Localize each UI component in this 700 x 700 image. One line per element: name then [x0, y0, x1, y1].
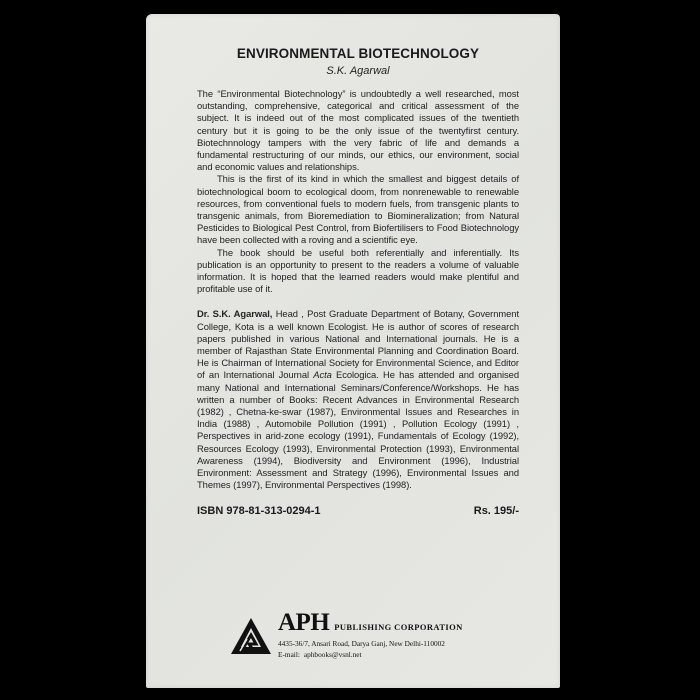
blurb-paragraph-1: The “Environmental Biotechnology” is undoubtedly a well researched, most outstanding, comprehensive, categorical and critical assessment of the subject. It is indeed out of the most complicated issues of the twentieth century but it is going to be the only issue of the twentyfirst century. Biotechnnology tampers with the very fabric of life and demands a fundamental restructuring of our minds, our ethics, our environment, social and economic values and relationships.: [197, 88, 519, 173]
email-label: E-mail:: [278, 650, 300, 659]
book-author: S.K. Agarwal: [326, 65, 390, 77]
publisher-email: aphbooks@vsnl.net: [303, 650, 362, 659]
author-bio-journal: Acta: [313, 369, 332, 381]
author-bio: [197, 308, 519, 491]
cover-content: [197, 46, 519, 517]
publisher-block: [230, 610, 463, 659]
publisher-name-small: PUBLISHING CORPORATION: [334, 622, 463, 632]
author-bio-text-2: Ecologica. He has attended and organised many National and International Seminars/Conference/Workshops. He has written a number of Books: Recent Advances in Environmental Research (1982) , Chetna-ke-swar (1987), Environmental Issues and Researches in India (1988) , Automobile Pollution (1991) , Pollution Ecology (1991) , Perspectives in arid-zone ecology (1991), Fundamentals of Ecology (1992), Resources Ecology (1993), Environmental Protection (1993), Environmental Awareness (1994), Biodiversity and Environment (1996), Industrial Environment: Assessment and Strategy (1996), Environmental Issues and Themes (1997), Environmental Perspectives (1998).: [197, 369, 519, 491]
price: Rs. 195/-: [473, 504, 519, 517]
aph-triangle-logo-icon: [230, 617, 272, 655]
blurb-paragraph-2: This is the first of its kind in which the smallest and biggest details of biotechnological boom to ecological doom, from nonrenewable to renewable resources, from conventional fuels to modern fuels, from transgenic plants to transgenic animals, from Bioremediation to Biomineralization; from Natural Pesticides to Biological Pest Control, from Biofertilisers to Food Biotechnology have been collected with a roving and a scientific eye.: [197, 173, 519, 246]
blurb-paragraph-3: The book should be useful both referentially and inferentially. Its publication is an opportunity to present to the readers a volume of valuable information. It is hoped that the learned readers would make plentiful and profitable use of it.: [197, 246, 519, 295]
isbn: ISBN 978-81-313-0294-1: [197, 504, 321, 517]
publisher-email-line: [278, 650, 463, 659]
publisher-name-large: APH: [278, 609, 330, 636]
isbn-price-row: [197, 505, 519, 517]
book-title: ENVIRONMENTAL BIOTECHNOLOGY: [236, 46, 480, 61]
publisher-address: 4435-36/7, Ansari Road, Darya Ganj, New Delhi-110002: [278, 639, 445, 648]
author-bio-name: Dr. S.K. Agarwal,: [197, 308, 273, 320]
author-bio-text-1: Head , Post Graduate Department of Botany, Government College, Kota is a well known Ecologist. He is author of scores of research papers published in various National and International journals. He is a member of Rajasthan State Environmental Planning and Coordination Board. He is Chairman of International Society for Environmental Science, and Editor of an International Journal: [197, 308, 520, 381]
